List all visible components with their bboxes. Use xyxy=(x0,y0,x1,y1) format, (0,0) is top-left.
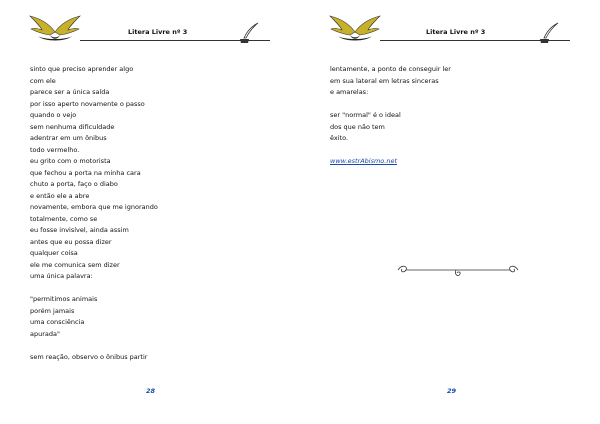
left-line: uma consciência xyxy=(30,318,85,326)
right-line: em sua lateral em letras sinceras xyxy=(330,76,439,85)
header-title: Litera Livre nº 3 xyxy=(128,28,188,36)
winged-emblem-icon xyxy=(328,14,382,46)
left-line: apurada" xyxy=(30,329,60,338)
left-body-text xyxy=(30,64,270,363)
right-line: lentamente, a ponto de conseguir ler xyxy=(330,65,451,73)
left-line: chuto a porta, faço o diabo xyxy=(30,180,118,188)
right-line xyxy=(330,99,570,111)
left-line: parece ser a única saída xyxy=(30,88,110,96)
right-line: ser "normal" é o ideal xyxy=(330,111,401,119)
quill-inkwell-icon xyxy=(536,22,560,44)
right-line: e amarelas: xyxy=(330,88,369,96)
right-line: êxito. xyxy=(330,134,349,142)
left-line: sinto que preciso aprender algo xyxy=(30,65,134,73)
left-line: por isso aperto novamente o passo xyxy=(30,99,145,108)
left-line: sem reação, observo o ônibus partir xyxy=(30,352,148,361)
left-line: porém jamais xyxy=(30,306,75,315)
left-line: ele me comunica sem dizer xyxy=(30,260,120,269)
left-line: novamente, embora que me ignorando xyxy=(30,203,158,211)
left-line: antes que eu possa dizer xyxy=(30,237,112,246)
left-line: uma única palavra: xyxy=(30,272,93,280)
left-line: com ele xyxy=(30,76,56,85)
left-line: adentrar em um ônibus xyxy=(30,134,107,142)
left-line: eu grito com o motorista xyxy=(30,157,111,165)
right-body-text xyxy=(330,64,570,168)
right-line: dos que não tem xyxy=(330,122,385,131)
right-page xyxy=(300,0,600,424)
left-line: e então ele a abre xyxy=(30,191,90,200)
website-link[interactable]: www.estrAbismo.net xyxy=(330,157,398,165)
page-number: 29 xyxy=(447,387,457,395)
quill-inkwell-icon xyxy=(236,22,260,44)
left-line: sem nenhuma dificuldade xyxy=(30,122,115,131)
flourish-divider-icon xyxy=(396,262,520,282)
left-line: todo vermelho. xyxy=(30,145,80,154)
left-line: qualquer coisa xyxy=(30,249,78,257)
winged-emblem-icon xyxy=(28,14,82,46)
page-number: 28 xyxy=(146,387,156,395)
left-line xyxy=(30,340,270,352)
left-line: totalmente, como se xyxy=(30,214,98,223)
left-line: "permitimos animais xyxy=(30,295,98,303)
left-line: quando o vejo xyxy=(30,111,77,119)
left-line: eu fosse invisível, ainda assim xyxy=(30,226,129,234)
left-line xyxy=(30,283,270,295)
left-line: que fechou a porta na minha cara xyxy=(30,168,141,177)
header-title: Litera Livre nº 3 xyxy=(426,28,486,36)
